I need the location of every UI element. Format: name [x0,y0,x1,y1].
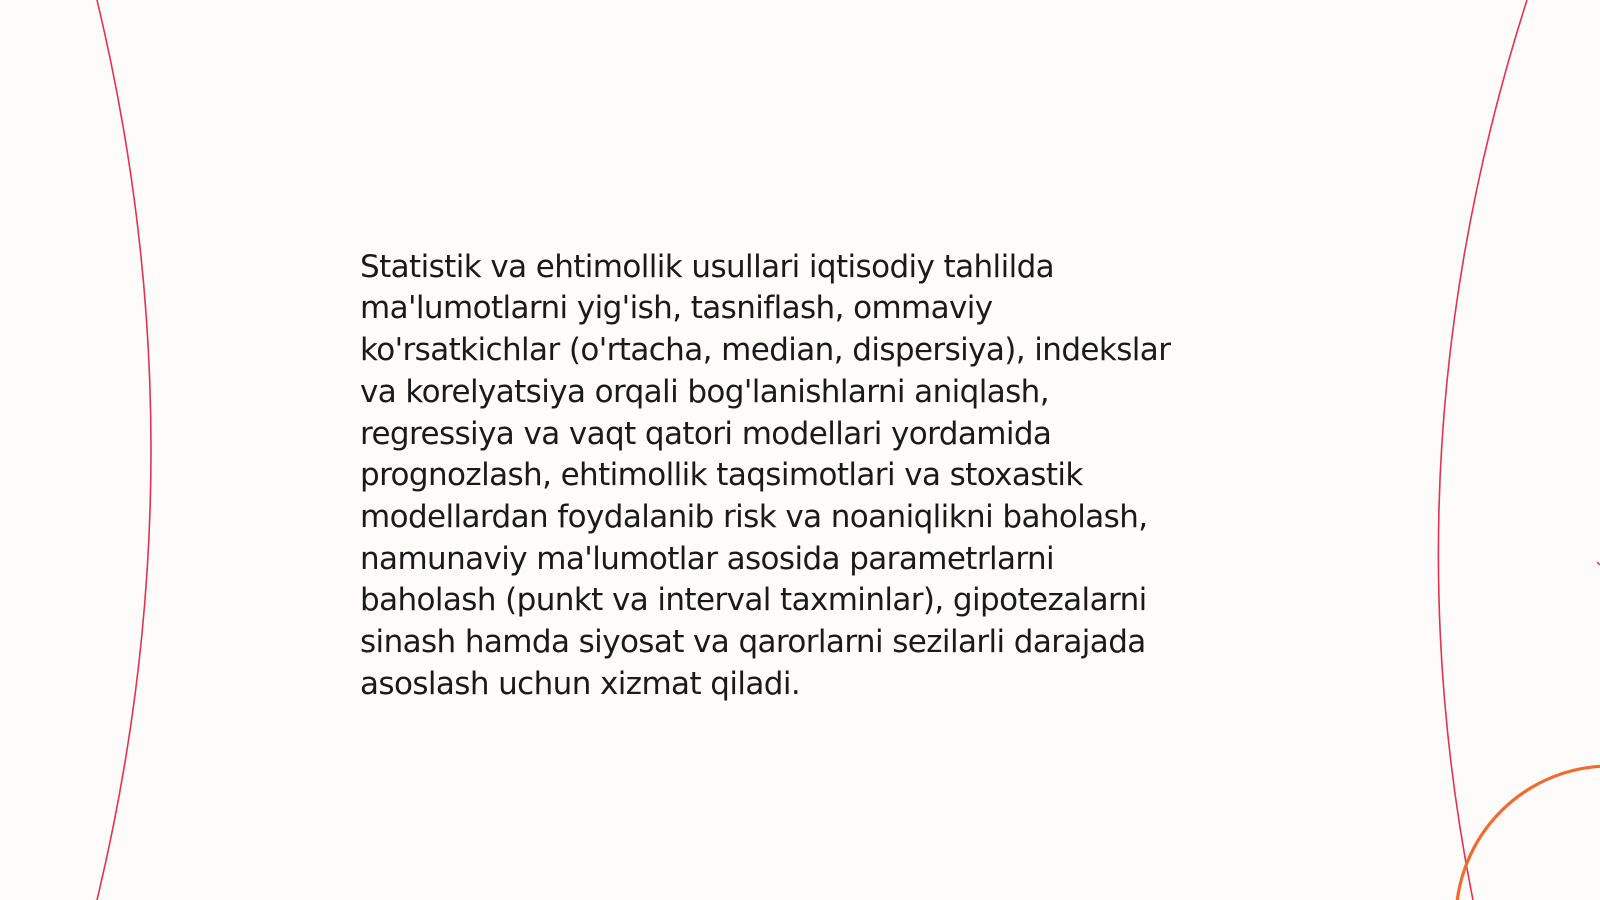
paragraph-line: ma'lumotlarni yig'ish, tasniflash, ommaviy [360,290,993,327]
orange-circle-outline [1456,766,1600,900]
main-paragraph [360,205,1240,705]
paragraph-line: namunaviy ma'lumotlar asosida parametrlarni [360,540,1055,577]
paragraph-line: asoslash uchun xizmat qiladi. [360,665,801,702]
paragraph-line: Statistik va ehtimollik usullari iqtisodiy tahlilda [360,248,1055,285]
paragraph-line: baholash (punkt va interval taxminlar), gipotezalarni [360,582,1147,619]
paragraph-line: ko'rsatkichlar (o'rtacha, median, dispersiya), indekslar [360,332,1171,369]
paragraph-line: va korelyatsiya orqali bog'lanishlarni aniqlash, [360,373,1049,410]
paragraph-line: modellardan foydalanib risk va noaniqlikni baholash, [360,498,1148,535]
paragraph-line: prognozlash, ehtimollik taqsimotlari va stoxastik [360,457,1083,494]
paragraph-line: sinash hamda siyosat va qarorlarni sezilarli darajada [360,624,1146,661]
left-arc-line [97,0,151,900]
paragraph-line: regressiya va vaqt qatori modellari yordamida [360,415,1052,452]
right-arc-line [1438,0,1527,900]
